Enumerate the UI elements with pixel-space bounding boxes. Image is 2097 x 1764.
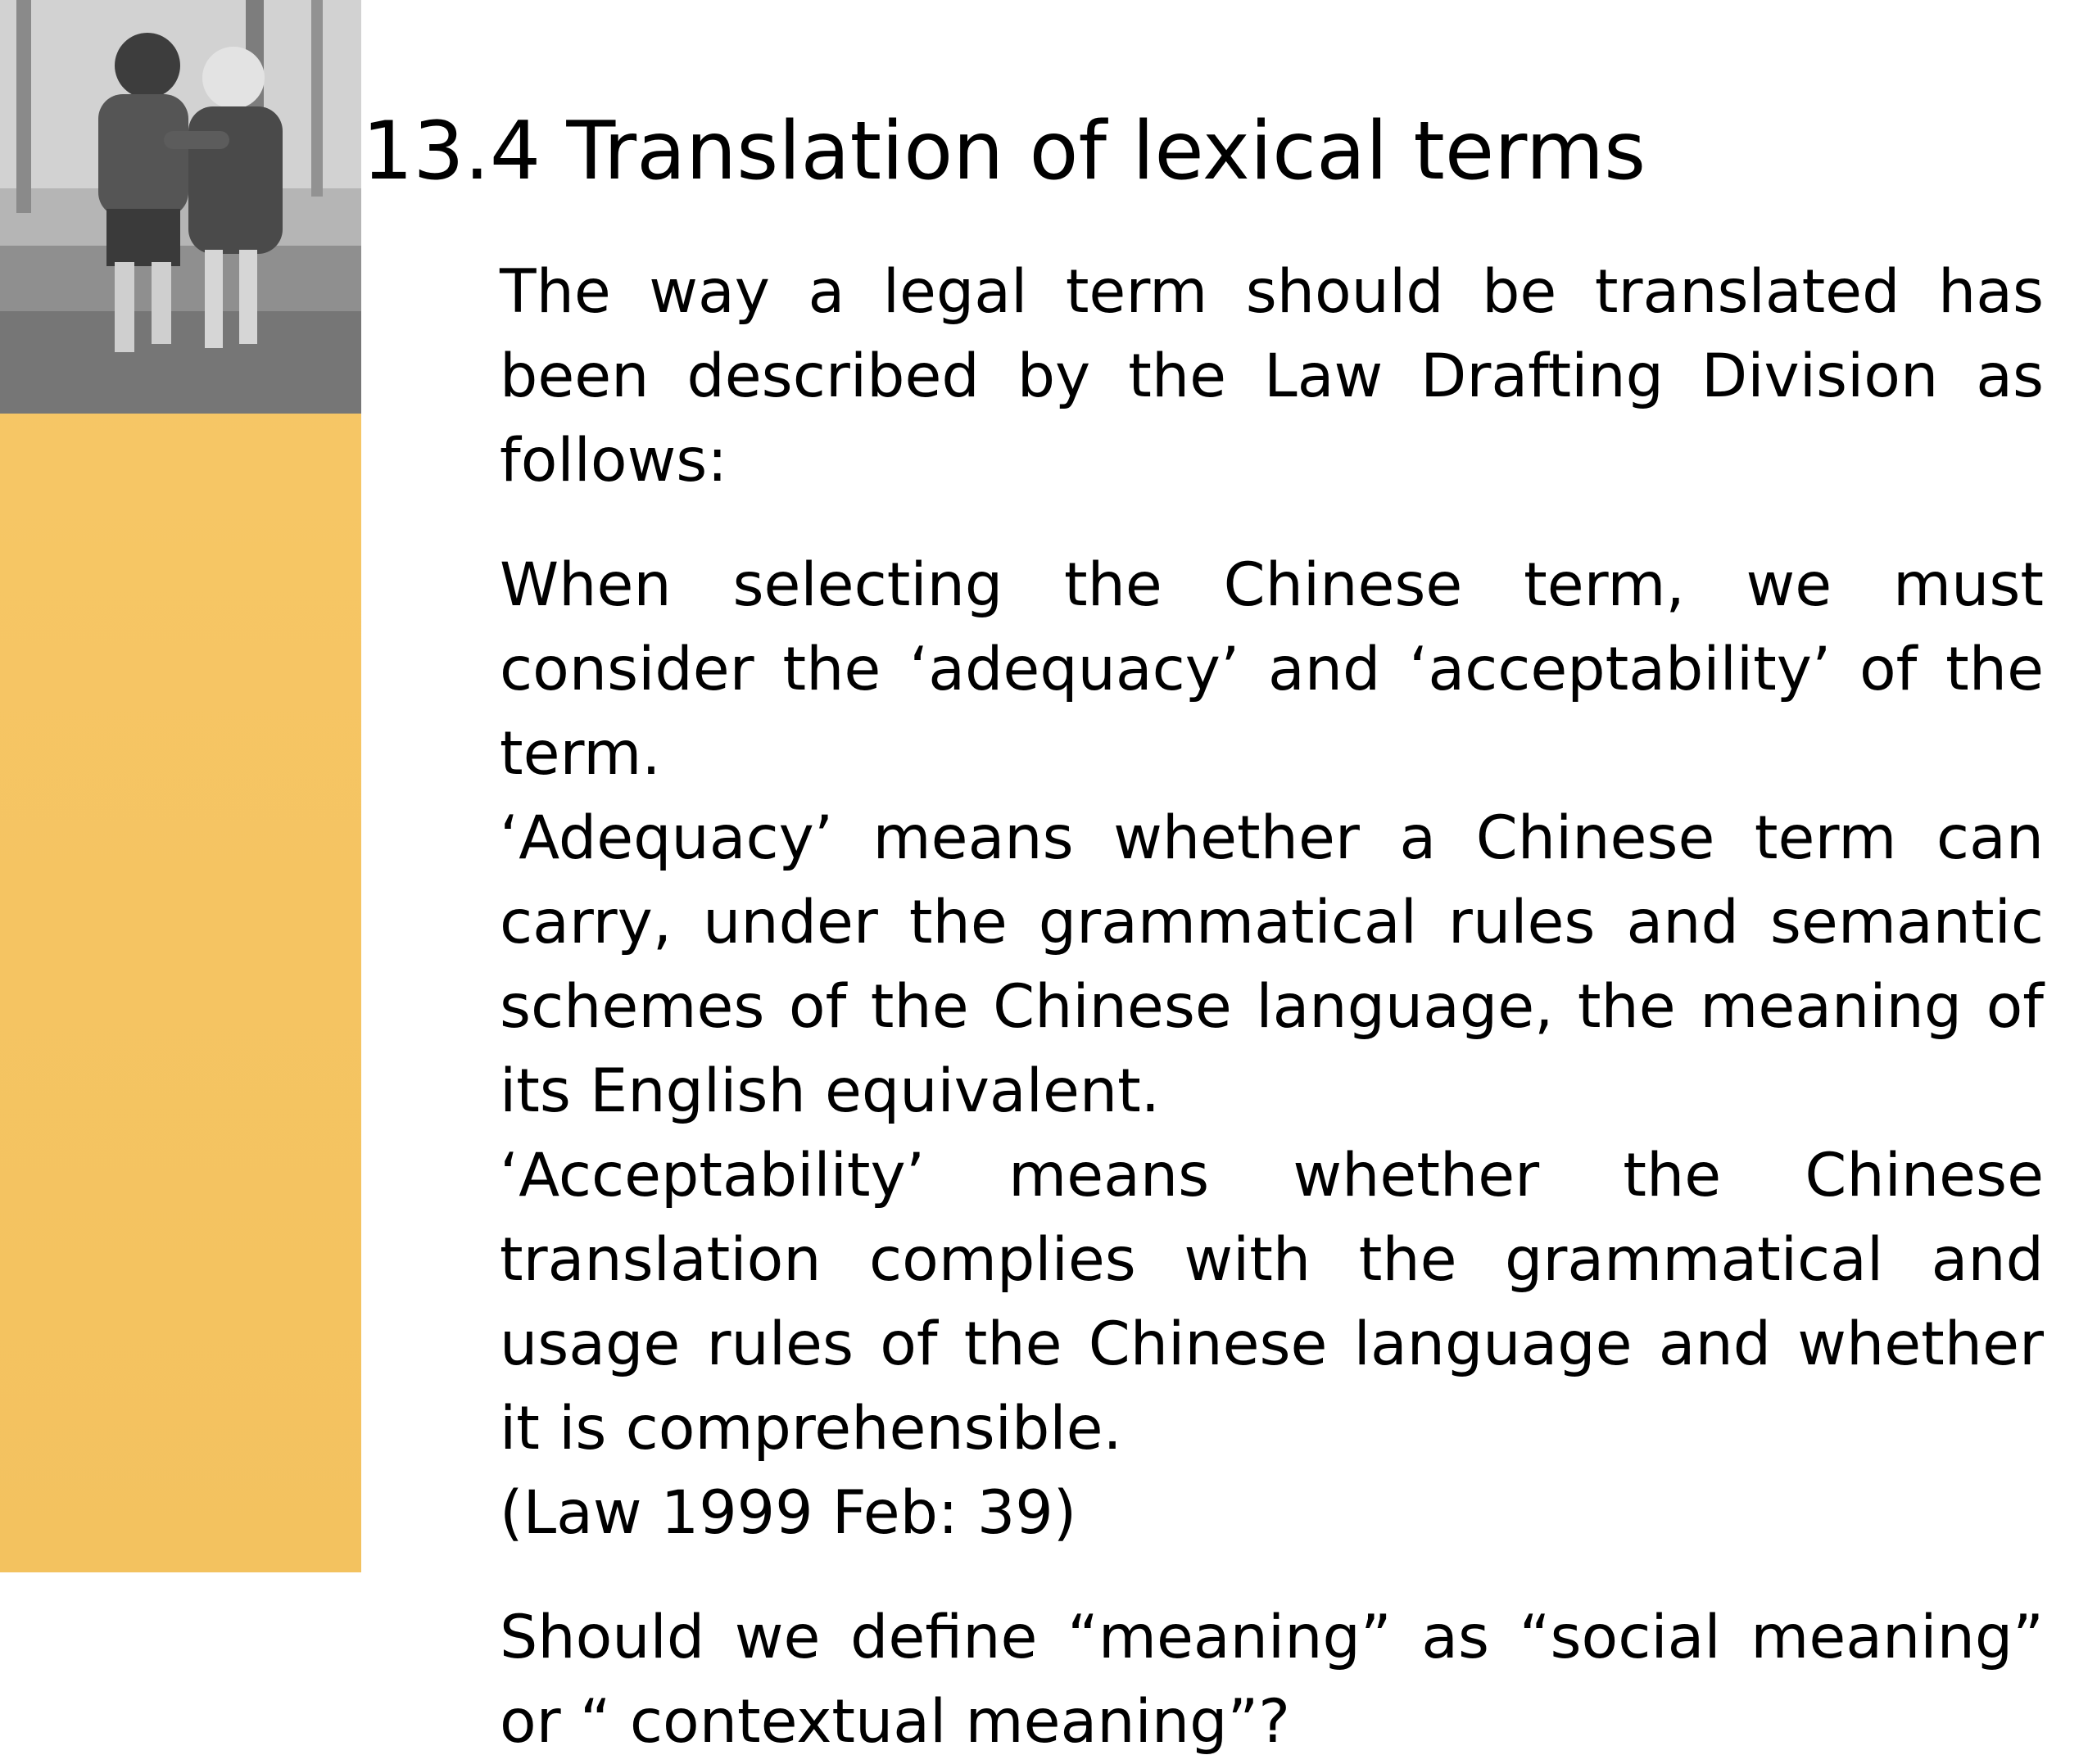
slide-body [500,250,2044,1764]
quote-paragraph-2: ‘Adequacy’ means whether a Chinese term can carry, under the grammatical rules and semantic schemes of the Chinese language, the meaning of its English equivalent. [500,803,2044,1126]
citation: (Law 1999 Feb: 39) [500,1478,1077,1548]
intro-paragraph: The way a legal term should be translated has been described by the Law Drafting Division as follows: [500,257,2044,495]
question-paragraph: Should we define “meaning” as “social meaning” or “ contextual meaning”? [500,1603,2044,1757]
slide-title: 13.4 Translation of lexical terms [362,105,1646,198]
children-walking-photo [0,0,361,414]
quote-paragraph-1: When selecting the Chinese term, we must consider the ‘adequacy’ and ‘acceptability’ of the term. [500,550,2044,789]
quote-paragraph-3: ‘Acceptability’ means whether the Chinese translation complies with the grammatical and usage rules of the Chinese language and whether it is comprehensible. [500,1141,2044,1463]
left-decorative-strip [0,0,361,1572]
